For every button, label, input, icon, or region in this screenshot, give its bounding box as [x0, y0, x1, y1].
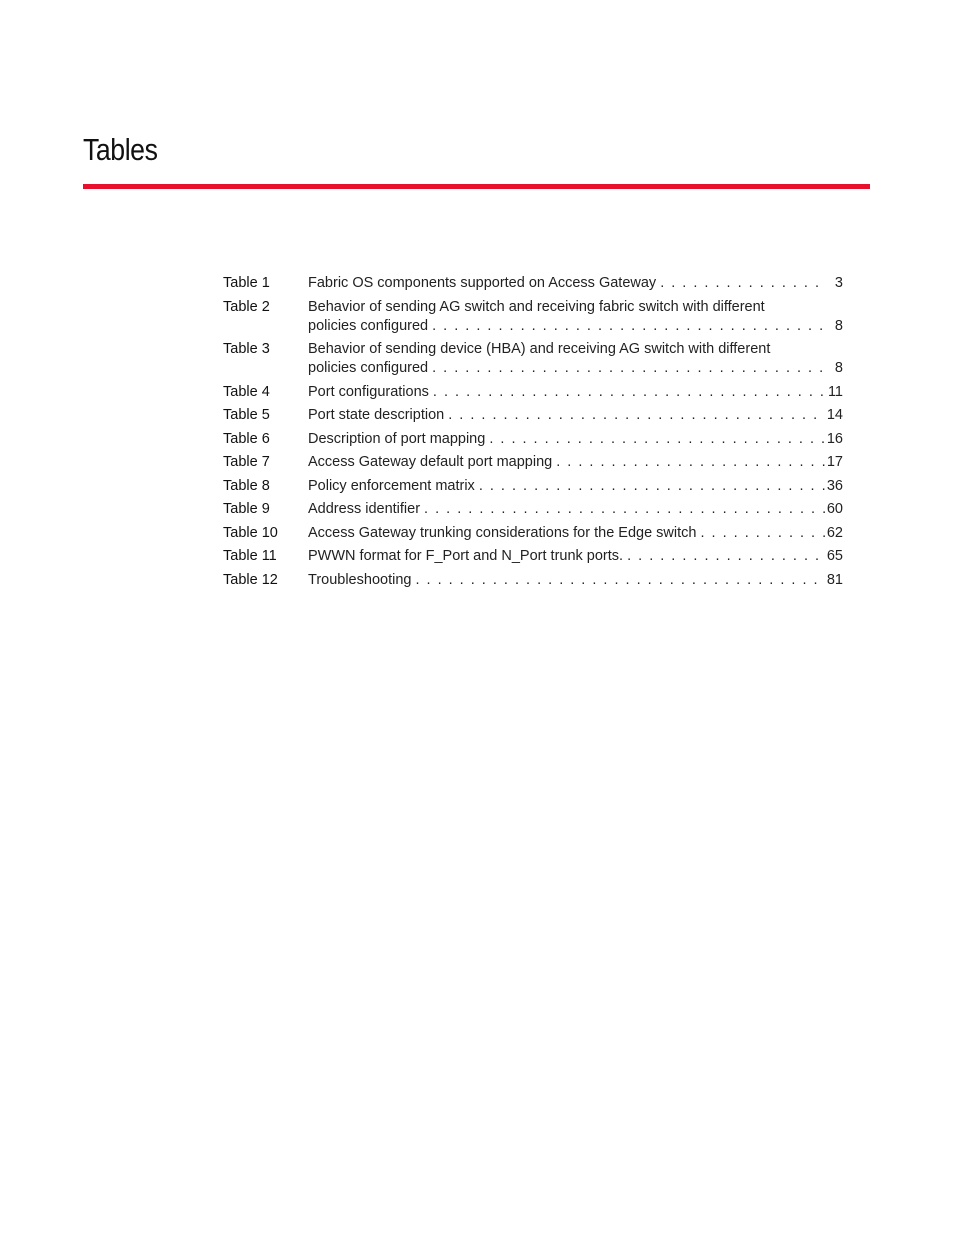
- toc-entry-label: Table 1: [223, 275, 270, 291]
- toc-entry-title[interactable]: Behavior of sending AG switch and receiving fabric switch with different: [308, 298, 765, 315]
- toc-entry-line: [308, 524, 843, 543]
- toc-entry-line: [308, 359, 843, 378]
- toc-entry-title[interactable]: policies configured: [308, 317, 429, 334]
- toc-entry-line: [308, 317, 843, 336]
- toc-entry-label: Table 10: [223, 524, 278, 541]
- toc-dot-leader: [429, 383, 825, 402]
- toc-page-number[interactable]: 81: [826, 571, 843, 588]
- toc-dot-leader: [475, 477, 825, 496]
- toc-dot-leader: [444, 406, 825, 425]
- toc-entry[interactable]: [223, 274, 843, 293]
- toc-entry-label: Table 8: [223, 477, 270, 494]
- toc-entry-label: Table 5: [223, 407, 270, 423]
- toc-entry[interactable]: [223, 500, 843, 519]
- toc-entry[interactable]: [223, 524, 843, 543]
- toc-entry-label: Table 3: [223, 341, 270, 357]
- toc-entry-line: [308, 383, 843, 402]
- toc-entry-line: [308, 274, 843, 293]
- toc-page-number[interactable]: 16: [826, 430, 843, 447]
- page-title: Tables: [83, 132, 158, 167]
- toc-entry-body: [308, 274, 843, 293]
- toc-dot-leader: [411, 571, 825, 590]
- toc-entry[interactable]: [223, 453, 843, 472]
- toc-entry-title[interactable]: Access Gateway default port mapping: [308, 454, 553, 470]
- toc-dot-leader: [485, 430, 825, 449]
- toc-dot-leader: [696, 524, 825, 543]
- toc-entry[interactable]: [223, 406, 843, 425]
- toc-entry-title[interactable]: Behavior of sending device (HBA) and receiving AG switch with different: [308, 341, 771, 357]
- toc-entry-label: Table 6: [223, 430, 270, 447]
- toc-entry-line: [308, 500, 843, 519]
- toc-entry-title[interactable]: Access Gateway trunking considerations for the Edge switch: [308, 524, 697, 541]
- toc-entry-line: [308, 430, 843, 449]
- toc-page-number[interactable]: 62: [826, 524, 843, 541]
- toc-entry-title[interactable]: policies configured: [308, 360, 429, 376]
- toc-page-number[interactable]: 3: [834, 275, 843, 291]
- toc-entry-body: [308, 430, 843, 449]
- toc-dot-leader: [428, 359, 825, 378]
- toc-entry-label: Table 9: [223, 501, 270, 517]
- title-rule: [83, 184, 870, 189]
- toc-entry-line: [308, 547, 843, 566]
- toc-page-number[interactable]: 65: [826, 548, 843, 564]
- toc-entry-title[interactable]: Policy enforcement matrix: [308, 477, 475, 494]
- toc-entry[interactable]: [223, 298, 843, 336]
- toc-entry-line: [308, 406, 843, 425]
- toc-entry[interactable]: [223, 571, 843, 590]
- toc-entry-line: [308, 477, 843, 496]
- toc-entry-body: [308, 406, 843, 425]
- toc-entry-title[interactable]: Port configurations: [308, 383, 429, 400]
- toc-entry-body: [308, 298, 843, 336]
- table-of-tables: [223, 274, 843, 594]
- toc-entry-title[interactable]: PWWN format for F_Port and N_Port trunk ports.: [308, 548, 624, 564]
- toc-entry[interactable]: [223, 477, 843, 496]
- toc-entry-label: Table 11: [223, 548, 277, 564]
- toc-entry[interactable]: [223, 430, 843, 449]
- toc-entry-body: [308, 500, 843, 519]
- toc-entry-body: [308, 340, 843, 378]
- toc-entry-line: [308, 340, 843, 359]
- toc-entry-body: [308, 453, 843, 472]
- toc-entry-line: [308, 453, 843, 472]
- toc-entry-title[interactable]: Address identifier: [308, 501, 421, 517]
- toc-dot-leader: [656, 274, 825, 293]
- toc-entry-label: Table 2: [223, 298, 270, 315]
- toc-entry-label: Table 4: [223, 383, 270, 400]
- toc-dot-leader: [420, 500, 825, 519]
- toc-page-number[interactable]: 14: [826, 407, 843, 423]
- toc-entry-body: [308, 524, 843, 543]
- toc-page-number[interactable]: 8: [834, 360, 843, 376]
- toc-page-number[interactable]: 36: [826, 477, 843, 494]
- toc-entry-title[interactable]: Fabric OS components supported on Access Gateway: [308, 275, 657, 291]
- toc-page-number[interactable]: 8: [834, 317, 843, 334]
- toc-entry-body: [308, 547, 843, 566]
- toc-dot-leader: [552, 453, 825, 472]
- toc-entry-title[interactable]: Troubleshooting: [308, 571, 412, 588]
- toc-entry[interactable]: [223, 383, 843, 402]
- toc-entry[interactable]: [223, 547, 843, 566]
- toc-entry-line: [308, 298, 843, 317]
- toc-entry-title[interactable]: Port state description: [308, 407, 445, 423]
- toc-entry-label: Table 7: [223, 454, 270, 470]
- toc-entry-title[interactable]: Description of port mapping: [308, 430, 486, 447]
- toc-entry-line: [308, 571, 843, 590]
- toc-entry-label: Table 12: [223, 571, 278, 588]
- toc-page-number[interactable]: 17: [826, 454, 843, 470]
- toc-entry-body: [308, 383, 843, 402]
- toc-dot-leader: [428, 317, 825, 336]
- toc-dot-leader: [623, 547, 825, 566]
- toc-entry-body: [308, 571, 843, 590]
- toc-page-number[interactable]: 60: [826, 501, 843, 517]
- toc-entry[interactable]: [223, 340, 843, 378]
- toc-entry-body: [308, 477, 843, 496]
- toc-page-number[interactable]: 11: [827, 383, 843, 400]
